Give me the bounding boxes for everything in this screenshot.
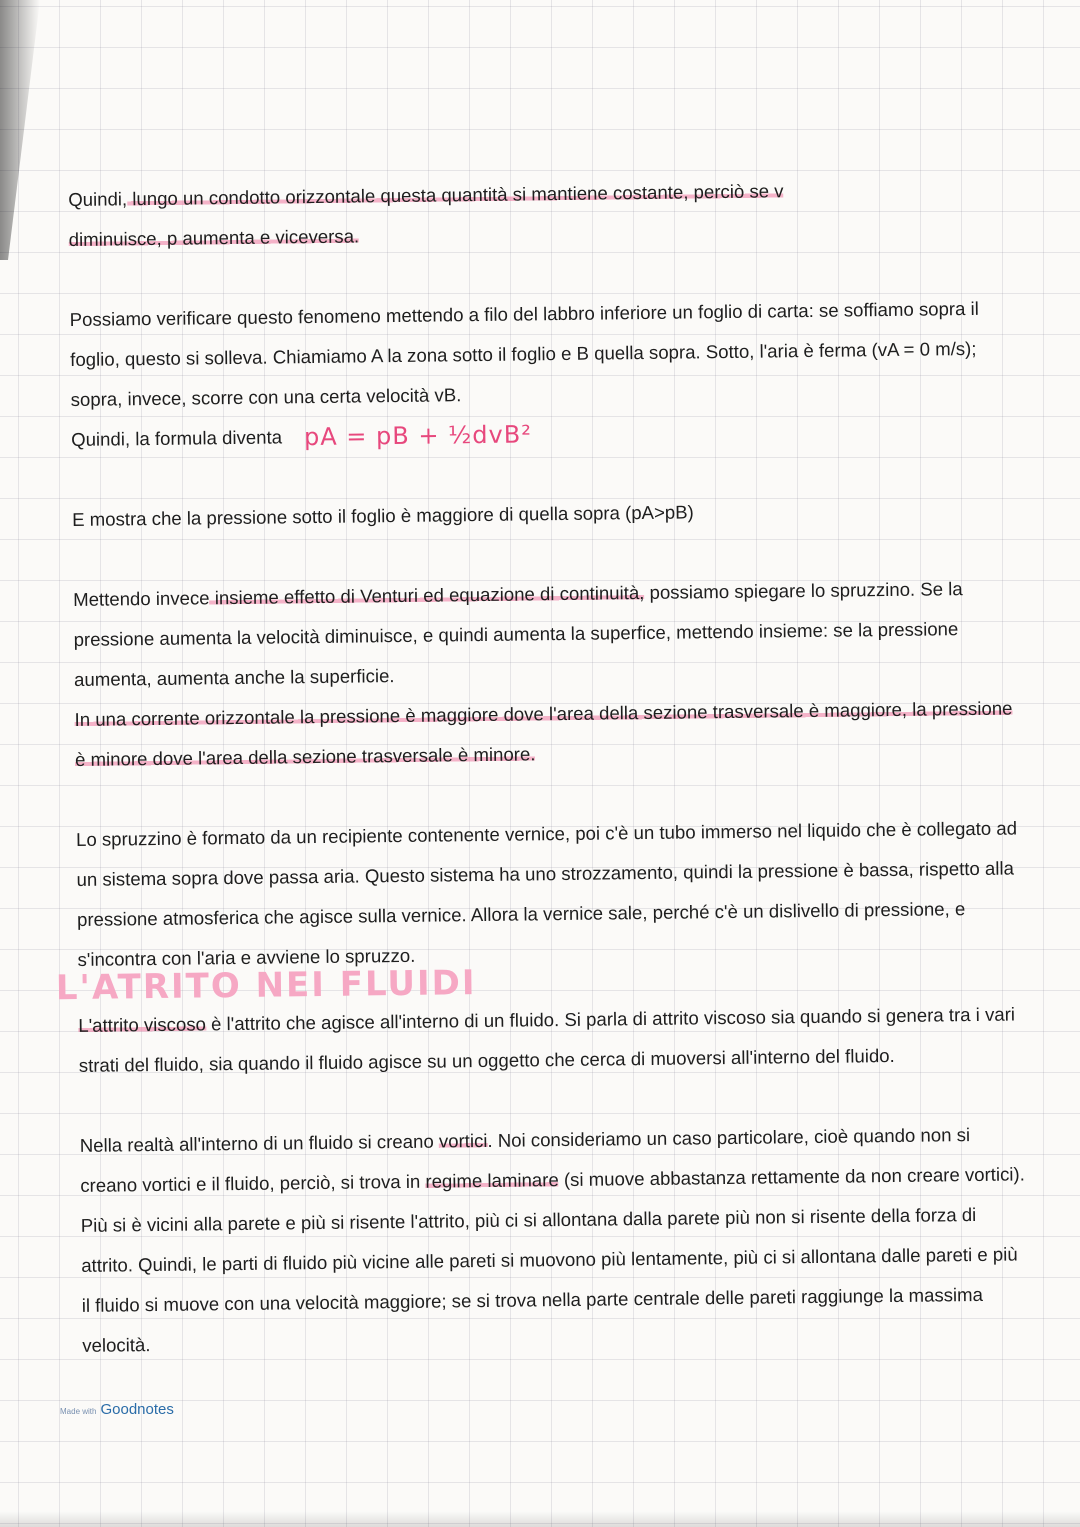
highlight-span: diminuisce, p aumenta e viceversa.: [68, 225, 360, 250]
highlight-span: regime laminare: [425, 1169, 559, 1192]
text-span: Quindi,: [68, 188, 128, 210]
made-with-label: Made with: [60, 1407, 97, 1416]
goodnotes-brand: Goodnotes: [100, 1401, 174, 1418]
paragraph-3: E mostra che la pressione sotto il foglio è maggiore di quella sopra (pA>pB): [72, 501, 694, 530]
highlight-span: In una corrente orizzontale la pressione è maggiore dove l'area della sezione trasversale è maggiore, la pressione è minore dove l'area della sezione trasversale è minore.: [74, 697, 1013, 770]
paragraph-4: [73, 568, 1020, 780]
text-span: Possiamo verificare questo fenomeno mettendo a filo del labbro inferiore un foglio di carta: se soffiamo sopra il foglio, questo si solleva. Chiamiamo A la zona sotto il foglio e B quella sopra. Sotto, l'aria è ferma (vA = 0 m/s); sopra, invece, scorre con una certa velocità vB.: [69, 297, 979, 410]
text-span: Più si è vicini alla parete e più si risente l'attrito, più ci si allontana dalla parete più non si risente della forza di attrito. Quindi, le parti di fluido più vicine alle pareti si muovono più lentamente, più ci si allontana dalle pareti e più il fluido si muove con una velocità maggiore; se si trova nella parte centrale delle pareti raggiunge la massima velocità.: [80, 1203, 1018, 1356]
highlight-span: insieme effetto di Venturi ed equazione di continuità,: [209, 581, 645, 609]
paragraph-2: [69, 288, 1016, 460]
highlight-span: vortici: [438, 1129, 488, 1152]
paragraph-7: [80, 1114, 1028, 1366]
paragraph-1: [68, 168, 1014, 260]
text-span: è l'attrito che agisce all'interno di un fluido. Si parla di attrito viscoso sia quando si genera tra i vari strati del fluido, sia quando il fluido agisce su un oggetto che cerca di muoversi all'interno del fluido.: [78, 1003, 1016, 1076]
highlight-span: L'attrito viscoso: [78, 1013, 207, 1036]
text-span: Mettendo invece: [72, 587, 210, 610]
section-heading: L'ATRITO NEI FLUIDI: [55, 963, 477, 1009]
text-span: Quindi, la formula diventa: [71, 426, 283, 450]
goodnotes-footer: [60, 1401, 174, 1418]
pen-shadow: [0, 0, 40, 260]
text-span: possiamo spiegare lo spruzzino. Se la pressione aumenta la velocità diminuisce, e quindi aumenta la superfice, mettendo insieme: se la pressione aumenta, aumenta anche la superficie.: [73, 578, 963, 690]
highlight-span: lungo un condotto orizzontale questa quantità si mantiene costante, perciò se v: [127, 180, 784, 210]
text-span: (si muove abbastanza rettamente da non creare vortici).: [558, 1163, 1025, 1191]
text-span: . Noi consideriamo un caso particolare, cioè quando non si creano vortici e il fluido, perciò, si trova in: [80, 1124, 971, 1196]
paragraph-6: [78, 994, 1024, 1086]
note-content: [55, 168, 1028, 1405]
handwritten-formula: pA = pB + ½dvB²: [303, 420, 533, 452]
page-bottom-shadow: [0, 1511, 1080, 1527]
paragraph-5: Lo spruzzino è formato da un recipiente contenente vernice, poi c'è un tubo immerso nel liquido che è collegato ad un sistema sopra dove passa aria. Questo sistema ha uno strozzamento, quindi la pressione è bassa, rispetto alla pressione atmosferica che agisce sulla vernice. Allora la vernice sale, perché c'è un dislivello di pressione, e s'incontra con l'aria e avviene lo spruzzo.: [75, 817, 1018, 970]
text-span: Nella realtà all'interno di un fluido si creano: [79, 1130, 440, 1156]
